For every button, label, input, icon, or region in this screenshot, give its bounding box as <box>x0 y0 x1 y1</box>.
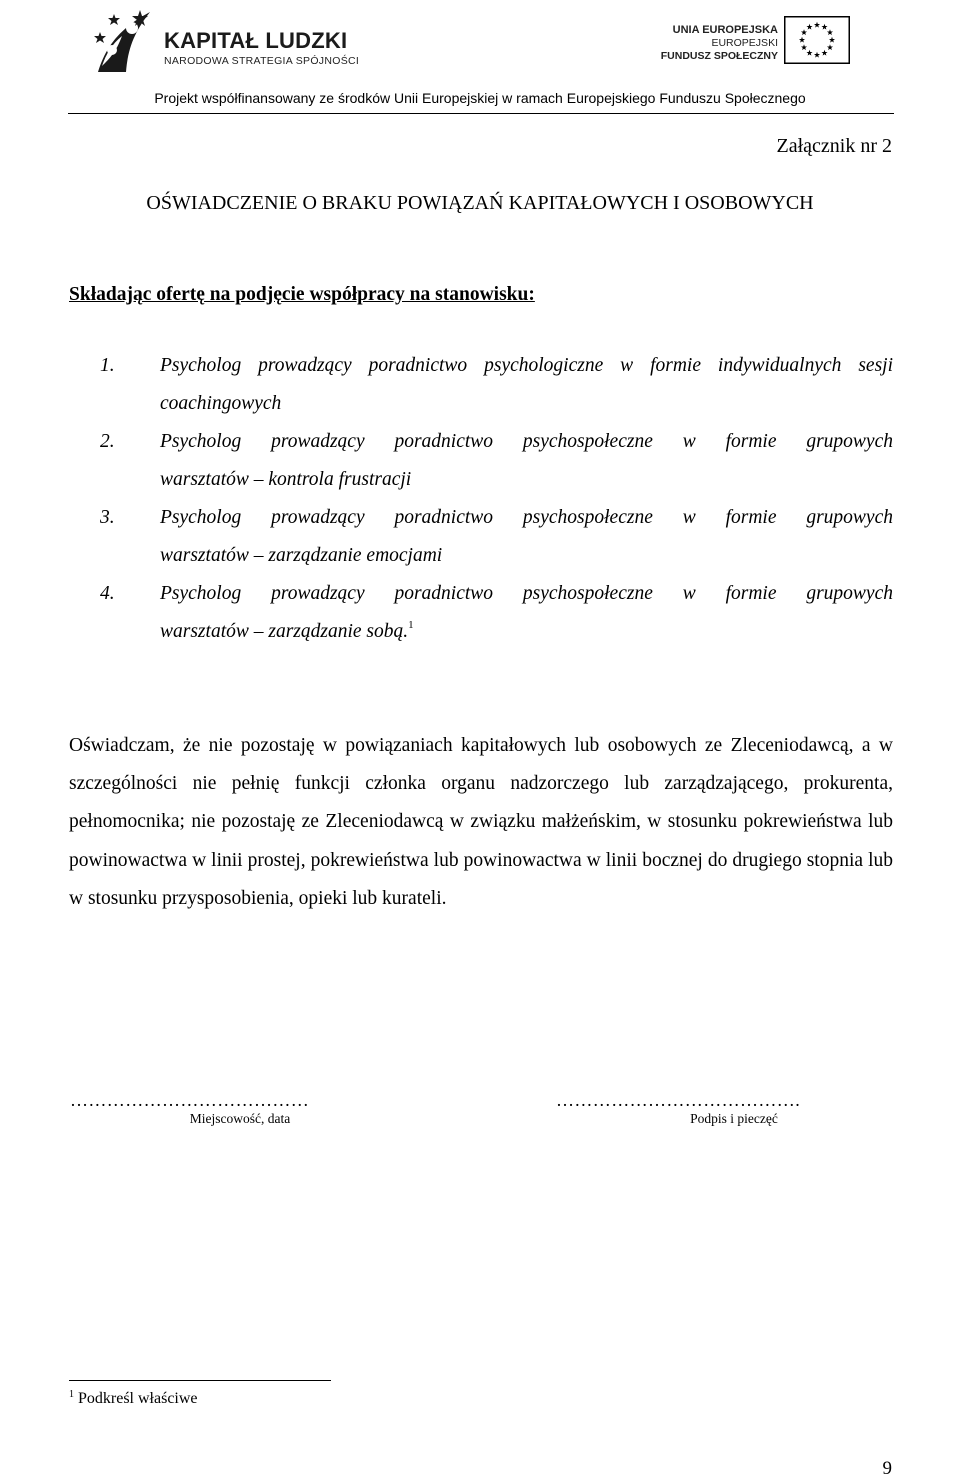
header-divider <box>68 113 894 114</box>
footnote-reference[interactable]: 1 <box>408 619 414 631</box>
list-item <box>100 423 893 499</box>
list-item-line1: Psycholog prowadzący poradnictwo psychologiczne w formie indywidualnych sesji <box>160 355 893 376</box>
kapital-ludzki-logo <box>92 6 360 78</box>
place-date-caption: Miejscowość, data <box>189 1111 291 1126</box>
kapital-ludzki-title: KAPITAŁ LUDZKI <box>164 28 348 53</box>
list-item-number: 2. <box>100 431 115 452</box>
signature-stamp-line: …………………………………. <box>556 1090 801 1110</box>
list-item <box>100 575 893 651</box>
kapital-ludzki-subtitle: NARODOWA STRATEGIA SPÓJNOŚCI <box>164 55 360 67</box>
list-item-number: 4. <box>100 583 115 604</box>
kapital-ludzki-emblem-icon <box>92 6 158 78</box>
eu-logo-line2: EUROPEJSKI <box>711 37 778 49</box>
list-item-line2: coachingowych <box>160 393 282 414</box>
list-item-line1: Psycholog prowadzący poradnictwo psychospołeczne w formie grupowych <box>160 431 893 452</box>
list-item <box>100 347 893 423</box>
list-item-line2: warsztatów – kontrola frustracji <box>160 469 412 490</box>
eu-logo-text <box>661 24 778 63</box>
list-item-line2: warsztatów – zarządzanie emocjami <box>160 545 443 566</box>
list-item-line1: Psycholog prowadzący poradnictwo psychospołeczne w formie grupowych <box>160 507 893 528</box>
footnote-text: Podkreśl właściwe <box>78 1390 198 1407</box>
project-cofinancing-line: Projekt współfinansowany ze środków Unii Europejskiej w ramach Europejskiego Funduszu Społecznego <box>154 90 806 106</box>
annex-label: Załącznik nr 2 <box>776 135 892 157</box>
positions-list <box>100 347 893 651</box>
list-item-line2: warsztatów – zarządzanie sobą. <box>160 621 409 642</box>
document-title: OŚWIADCZENIE O BRAKU POWIĄZAŃ KAPITAŁOWYCH I OSOBOWYCH <box>146 192 814 214</box>
list-item-line1: Psycholog prowadzący poradnictwo psychospołeczne w formie grupowych <box>160 583 893 604</box>
eu-flag-icon <box>784 16 850 64</box>
list-item-number: 3. <box>100 507 115 528</box>
signature-stamp-caption: Podpis i pieczęć <box>690 1111 778 1126</box>
eu-logo-line1: UNIA EUROPEJSKA <box>672 24 778 36</box>
statement-paragraph: Oświadczam, że nie pozostaję w powiązaniach kapitałowych lub osobowych ze Zleceniodawcą, a w szczególności nie pełnię funkcji członka organu nadzorczego lub zarządzającego, prokurenta, pełnomocnika; nie pozostaję ze Zleceniodawcą w związku małżeńskim, w stosunku pokrewieństwa lub powinowactwa w linii prostej, pokrewieństwa lub powinowactwa w linii bocznej do drugiego stopnia lub w stosunku przysposobienia, opieki lub kurateli. <box>69 735 893 909</box>
footnote <box>69 1390 198 1408</box>
eu-logo <box>640 14 850 74</box>
footnote-divider <box>69 1380 331 1381</box>
place-date-signature-line: ………………………………… <box>70 1090 310 1110</box>
footnote-number: 1 <box>69 1389 74 1400</box>
page-number: 9 <box>882 1458 892 1479</box>
list-item-line2-wrap <box>160 613 893 651</box>
list-item-number: 1. <box>100 355 115 376</box>
lead-sentence: Składając ofertę na podjęcie współpracy na stanowisku: <box>69 284 535 305</box>
list-item <box>100 499 893 575</box>
eu-logo-line3: FUNDUSZ SPOŁECZNY <box>660 50 778 62</box>
